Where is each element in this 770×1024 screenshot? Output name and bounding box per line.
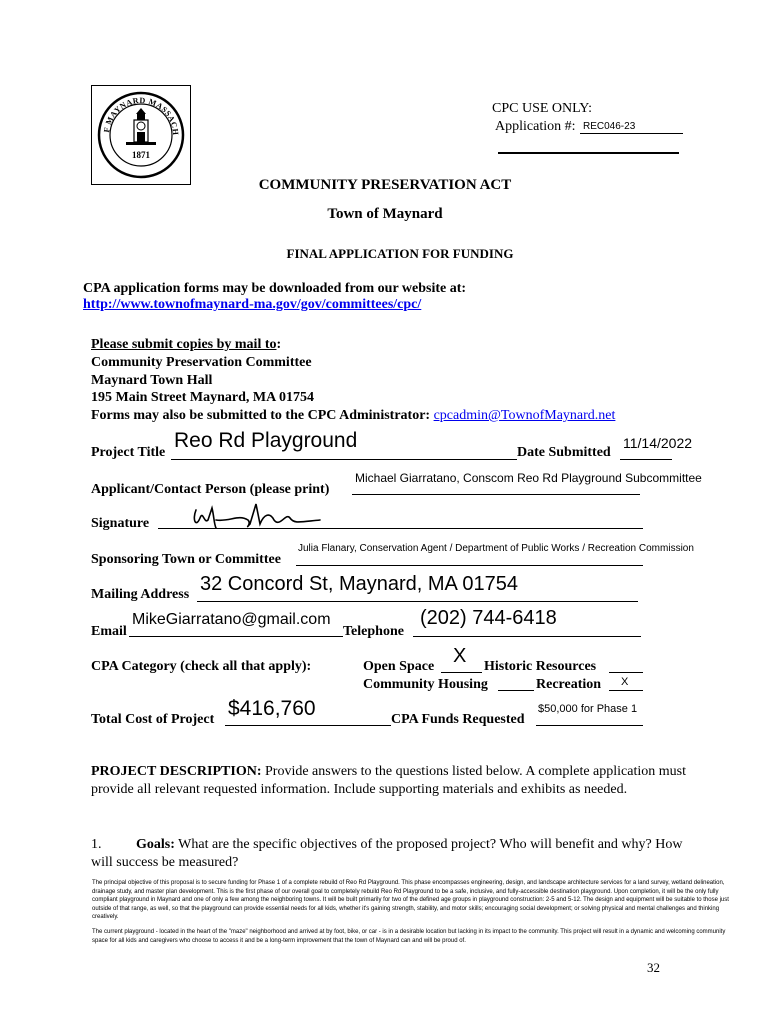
- cpa-category-label: CPA Category (check all that apply):: [91, 659, 312, 674]
- page-number: 32: [647, 960, 660, 975]
- cpc-second-line: [498, 152, 679, 154]
- application-number-label: Application #:: [495, 119, 576, 134]
- community-housing-line[interactable]: [498, 690, 534, 691]
- project-title-line: [171, 459, 517, 460]
- applicant-line: [352, 494, 640, 495]
- email-line: [129, 636, 343, 637]
- applicant-value: Michael Giarratano, Conscom Reo Rd Playground Subcommittee: [355, 471, 702, 485]
- project-description-text: Provide answers to the questions listed below. A complete application must provide all relevant requested information. Include supporting materials and exhibits as needed.: [91, 764, 686, 797]
- application-number-line: [580, 133, 683, 134]
- final-application-title: FINAL APPLICATION FOR FUNDING: [286, 246, 514, 261]
- cpa-funds-label: CPA Funds Requested: [391, 712, 525, 727]
- email-label: Email: [91, 624, 127, 639]
- mailing-line-3: 195 Main Street Maynard, MA 01754: [91, 390, 314, 405]
- telephone-label: Telephone: [343, 624, 404, 639]
- community-housing-label: Community Housing: [363, 677, 488, 692]
- sponsor-value: Julia Flanary, Conservation Agent / Department of Public Works / Recreation Commission: [298, 543, 694, 554]
- mailing-line-2: Maynard Town Hall: [91, 373, 213, 388]
- website-link[interactable]: http://www.townofmaynard-ma.gov/gov/committees/cpc/: [83, 297, 422, 312]
- application-number-value: REC046-23: [583, 121, 636, 132]
- signature-label: Signature: [91, 516, 150, 531]
- download-text: CPA application forms may be downloaded from our website at:: [83, 281, 467, 296]
- cpc-use-only-label: CPC USE ONLY:: [492, 101, 592, 116]
- goals-answer-paragraph-1: The principal objective of this proposal is to secure funding for Phase 1 of a complete rebuild of Reo Rd Playground. This phase encompasses engineering, design, and landscape architecture services for a land survey, wetland delineation, drainage study, and master plan development. This is the first phase of our overall goal to completely rebuild Reo Rd Playground to be a safe, inclusive, and fully-accessible destination playground. Upon completion, it will be the only fully compliant playground in Maynard and one of only a few among the neighboring towns. It will be built primarily for two of the defined age groups in playground construction: 2-5 and 5-12. The design and equipment will be suitable to those just outside of that range, as well, so that the playground can provide essential needs for all kids, whether it's gaining strength, stability, and motor skills; encouraging social development; or solving physical and mental challenges and thinking creatively.: [92, 880, 729, 920]
- seal-outer-text: F MAYNARD MASSACH: [102, 95, 181, 136]
- submit-by-mail-label: Please submit copies by mail to:: [91, 337, 282, 352]
- project-description: [91, 763, 691, 799]
- goals-question-text: What are the specific objectives of the proposed project? Who will benefit and why? How will success be measured?: [91, 837, 683, 870]
- admin-submission-line: [91, 408, 615, 424]
- project-title-label: Project Title: [91, 445, 166, 460]
- mailing-address-label: Mailing Address: [91, 587, 190, 602]
- town-seal-logo: [91, 85, 191, 185]
- sponsor-line: [296, 565, 643, 566]
- date-submitted-value: 11/14/2022: [623, 435, 693, 451]
- open-space-line[interactable]: [441, 672, 482, 673]
- mailing-address-line: [197, 601, 638, 602]
- open-space-label: Open Space: [363, 659, 435, 674]
- cpa-funds-value: $50,000 for Phase 1: [538, 703, 638, 715]
- admin-label: Forms may also be submitted to the CPC Administrator:: [91, 408, 431, 423]
- total-cost-value: $416,760: [228, 697, 316, 720]
- mailing-line-1: Community Preservation Committee: [91, 355, 312, 370]
- historic-resources-line[interactable]: [609, 672, 643, 673]
- recreation-line[interactable]: [609, 690, 643, 691]
- total-cost-line: [225, 725, 391, 726]
- mailing-address-value: 32 Concord St, Maynard, MA 01754: [200, 573, 518, 595]
- total-cost-label: Total Cost of Project: [91, 712, 215, 727]
- email-value: MikeGiarratano@gmail.com: [132, 611, 331, 628]
- open-space-mark: X: [453, 645, 467, 667]
- recreation-mark: X: [621, 676, 629, 688]
- handwritten-signature: [190, 500, 330, 534]
- town-title: Town of Maynard: [327, 206, 443, 222]
- goals-heading: Goals:: [136, 837, 175, 852]
- date-submitted-line: [620, 459, 672, 460]
- admin-email-link[interactable]: cpcadmin@TownofMaynard.net: [433, 408, 616, 423]
- project-title-value: Reo Rd Playground: [174, 429, 358, 452]
- town-seal-icon: [92, 86, 190, 184]
- goals-answer-paragraph-2: The current playground - located in the heart of the "maze" neighborhood and arrived at by foot, bike, or car - is in a desirable location but lacking in its impact to the community. This project will result in a dynamic and welcoming community space for all kids and caregivers who choose to access it and be a long-term improvement that the town of Maynard can and will be proud of.: [92, 929, 726, 944]
- applicant-label: Applicant/Contact Person (please print): [91, 482, 330, 497]
- recreation-label: Recreation: [536, 677, 602, 692]
- project-description-heading: PROJECT DESCRIPTION:: [91, 764, 262, 779]
- historic-resources-label: Historic Resources: [484, 659, 597, 674]
- act-title: COMMUNITY PRESERVATION ACT: [258, 177, 512, 193]
- cpa-funds-line: [536, 725, 643, 726]
- sponsor-label: Sponsoring Town or Committee: [91, 552, 281, 567]
- goals-number: 1.: [91, 837, 102, 852]
- telephone-line: [413, 636, 641, 637]
- telephone-value: (202) 744-6418: [420, 607, 557, 629]
- goals-question: [91, 836, 691, 872]
- date-submitted-label: Date Submitted: [517, 445, 611, 460]
- seal-year: 1871: [132, 150, 150, 160]
